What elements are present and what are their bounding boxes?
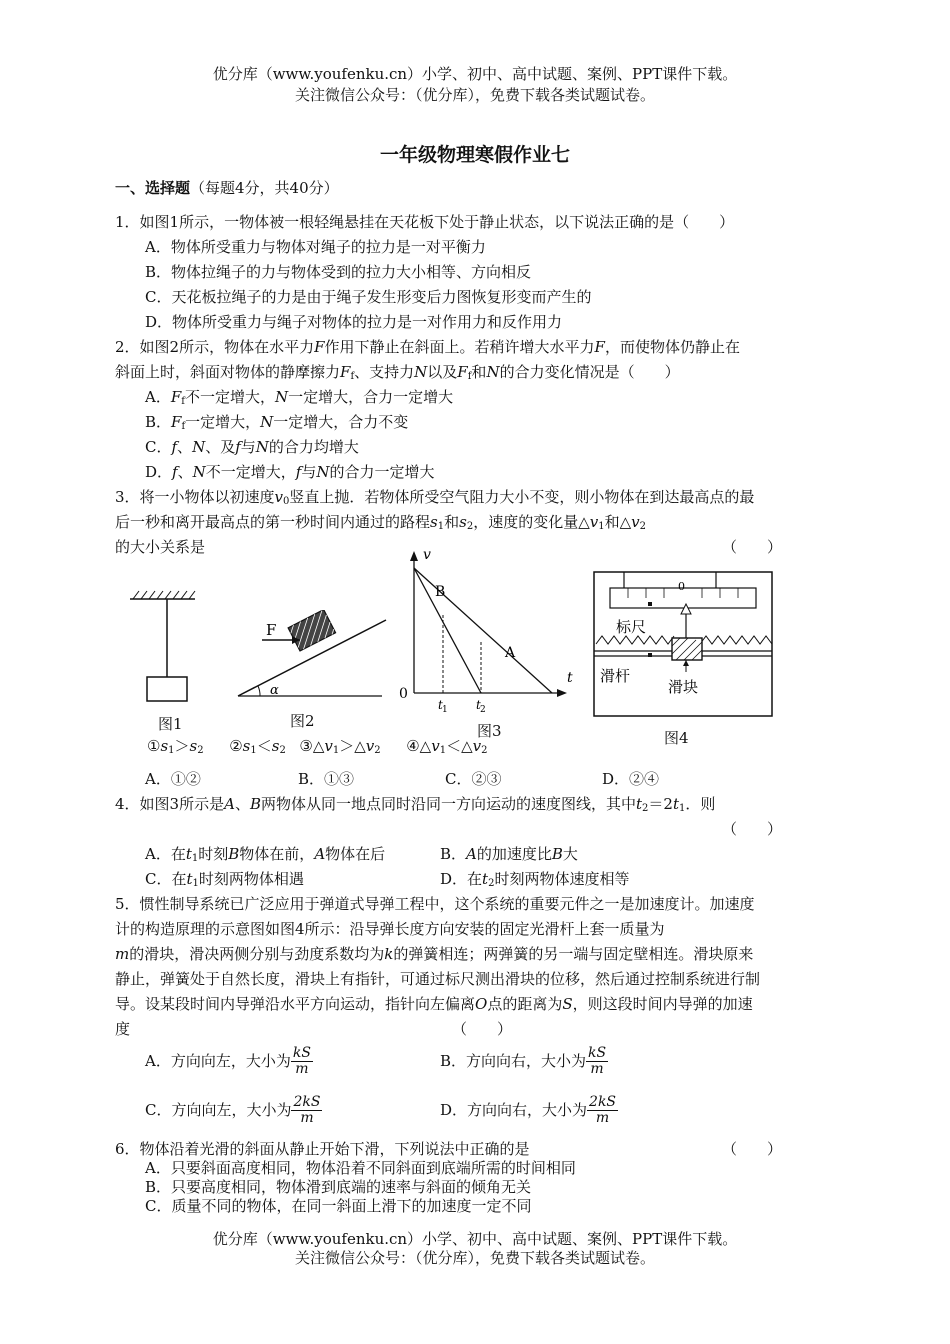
figure-2-incline: [232, 610, 392, 705]
q2-stem-line-2: 斜面上时，斜面对物体的静摩擦力$F_f$、支持力N以及$F_f$和N的合力变化情况是（ ）: [115, 363, 680, 382]
figure-3-t2-label: t: [476, 698, 481, 712]
q6-option-b: B．只要高度相同，物体滑到底端的速率与斜面的倾角无关: [145, 1178, 532, 1196]
q6-answer-paren: （ ）: [722, 1140, 783, 1158]
figure-2-force-label: F: [266, 621, 277, 639]
q1-option-c: C．天花板拉绳子的力是由于绳子发生形变后力图恢复形变而产生的: [145, 288, 592, 306]
q5-option-c: C．方向向左，大小为 $\frac{2kS}{m}$: [145, 1094, 321, 1127]
q2-stem-line-1: 2．如图2所示，物体在水平力F作用下静止在斜面上。若稍许增大水平力F，而使物体仍静止在: [115, 338, 740, 356]
q4-option-c: C．在$t_1$时刻两物体相遇: [145, 870, 304, 889]
figure-2-caption: 图2: [290, 712, 315, 730]
q5-option-a: A．方向向左，大小为 $\frac{kS}{m}$: [145, 1045, 311, 1078]
figure-3-origin-label: 0: [399, 686, 408, 702]
q5-stem-line-2: 计的构造原理的示意图如图4所示：沿导弹长度方向安装的固定光滑杆上套一质量为: [115, 920, 665, 938]
figure-3-v-axis-label: v: [423, 547, 431, 563]
figure-3-caption: 图3: [477, 722, 502, 740]
figure-4-rod-label: 滑杆: [600, 667, 631, 685]
q2-option-c: C．f、N、及f与N的合力均增大: [145, 438, 359, 456]
q3-stem-line-1: 3．将一小物体以初速度$v_0$竖直上抛．若物体所受空气阻力大小不变，则小物体在到达最高点的最: [115, 488, 755, 507]
q3-option-d: D．②④: [602, 770, 660, 788]
figure-4-scale-label: 标尺: [616, 618, 647, 636]
figure-3-t1-label: t: [438, 698, 443, 712]
q2-option-d: D．f、N不一定增大，f与N的合力一定增大: [145, 463, 435, 481]
q2-option-a: A．$F_f$不一定增大，N一定增大，合力一定增大: [145, 388, 454, 407]
q5-option-d: D．方向向右，大小为 $\frac{2kS}{m}$: [440, 1094, 617, 1127]
q2-option-b: B．$F_f$一定增大，N一定增大，合力不变: [145, 413, 409, 432]
figure-3-t-axis-label: t: [567, 670, 573, 686]
q6-option-a: A．只要斜面高度相同，物体沿着不同斜面到底端所需的时间相同: [145, 1159, 576, 1177]
q5-stem-line-5: 导。设某段时间内导弹沿水平方向运动，指针向左偏离O点的距离为S，则这段时间内导弹的加速: [115, 995, 753, 1013]
figure-3-vt-graph: [395, 545, 580, 720]
figure-2-angle-label: α: [270, 683, 279, 698]
q4-option-d: D．在$t_2$时刻两物体速度相等: [440, 870, 630, 889]
q3-option-c: C．②③: [445, 770, 502, 788]
figure-4-caption: 图4: [664, 729, 689, 747]
q3-stem-line-2: 后一秒和离开最高点的第一秒时间内通过的路程$s_1$和$s_2$，速度的变化量$\triangle v_1$和$\triangle v_2$: [115, 513, 646, 532]
header-line-1: 优分库（www.youfenku.cn）小学、初中、高中试题、案例、PPT课件下载。: [212, 65, 738, 83]
q6-stem: 6．物体沿着光滑的斜面从静止开始下滑，下列说法中正确的是: [115, 1140, 530, 1158]
q5-stem-line-4: 静止，弹簧处于自然长度，滑块上有指针，可通过标尺测出滑块的位移，然后通过控制系统进行制: [115, 970, 761, 988]
figure-3-b-label: B: [435, 584, 446, 600]
q3-option-b: B．①③: [298, 770, 355, 788]
figure-4-slider-label: 滑块: [668, 678, 699, 696]
q1-option-b: B．物体拉绳子的力与物体受到的拉力大小相等、方向相反: [145, 263, 532, 281]
q3-statements: $①s_1>s_2$ $②s_1<s_2$ $③\triangle v_1>\triangle v_2$ $④\triangle v_1<\triangle v_2$: [147, 737, 488, 756]
q4-option-a: A．在$t_1$时刻B物体在前，A物体在后: [145, 845, 386, 864]
figure-3-a-label: A: [505, 645, 516, 661]
page-title: 一年级物理寒假作业七: [379, 144, 570, 166]
q1-option-d: D．物体所受重力与绳子对物体的拉力是一对作用力和反作用力: [145, 313, 563, 331]
q5-stem-line-1: 5．惯性制导系统已广泛应用于弹道式导弹工程中，这个系统的重要元件之一是加速度计。加速度: [115, 895, 755, 913]
q5-answer-paren: （ ）: [452, 1020, 513, 1038]
figure-4-accelerometer: [590, 568, 778, 720]
q5-option-b: B．方向向右，大小为 $\frac{kS}{m}$: [440, 1045, 607, 1078]
q3-answer-paren: （ ）: [722, 538, 783, 556]
figure-3-line-b: [414, 568, 481, 693]
q1-stem: 1．如图1所示，一物体被一根轻绳悬挂在天花板下处于静止状态，以下说法正确的是（ ）: [115, 213, 735, 231]
q5-stem-line-6: 度: [115, 1020, 131, 1038]
section-heading: [115, 180, 339, 197]
svg-text:1: 1: [442, 705, 448, 715]
q3-stem-line-3: 的大小关系是: [115, 538, 206, 556]
q4-option-b: B．A的加速度比B大: [440, 845, 578, 863]
section-label: 一、选择题: [115, 179, 191, 197]
figure-4-zero-mark: 0: [678, 580, 685, 593]
header-line-2: 关注微信公众号：（优分库），免费下载各类试题试卷。: [294, 86, 655, 104]
footer-line-2: 关注微信公众号：（优分库），免费下载各类试题试卷。: [294, 1249, 655, 1267]
footer-line-1: 优分库（www.youfenku.cn）小学、初中、高中试题、案例、PPT课件下载。: [212, 1230, 738, 1248]
q4-answer-paren: （ ）: [722, 820, 783, 838]
q1-option-a: A．物体所受重力与物体对绳子的拉力是一对平衡力: [145, 238, 486, 256]
q3-option-a: A．①②: [145, 770, 201, 788]
section-note: （每题4分，共40分）: [190, 179, 339, 197]
q6-option-c: C．质量不同的物体，在同一斜面上滑下的加速度一定不同: [145, 1197, 532, 1215]
figure-1-caption: 图1: [158, 715, 183, 733]
q5-stem-line-3: m的滑块，滑决两侧分别与劲度系数均为k的弹簧相连；两弹簧的另一端与固定壁相连。滑块原来: [115, 945, 754, 963]
q4-stem: 4．如图3所示是A、B两物体从同一地点同时沿同一方向运动的速度图线，其中$t_2=2t_1$．则: [115, 795, 716, 814]
svg-text:2: 2: [480, 705, 486, 715]
figure-1-hanging-mass: [125, 585, 205, 710]
